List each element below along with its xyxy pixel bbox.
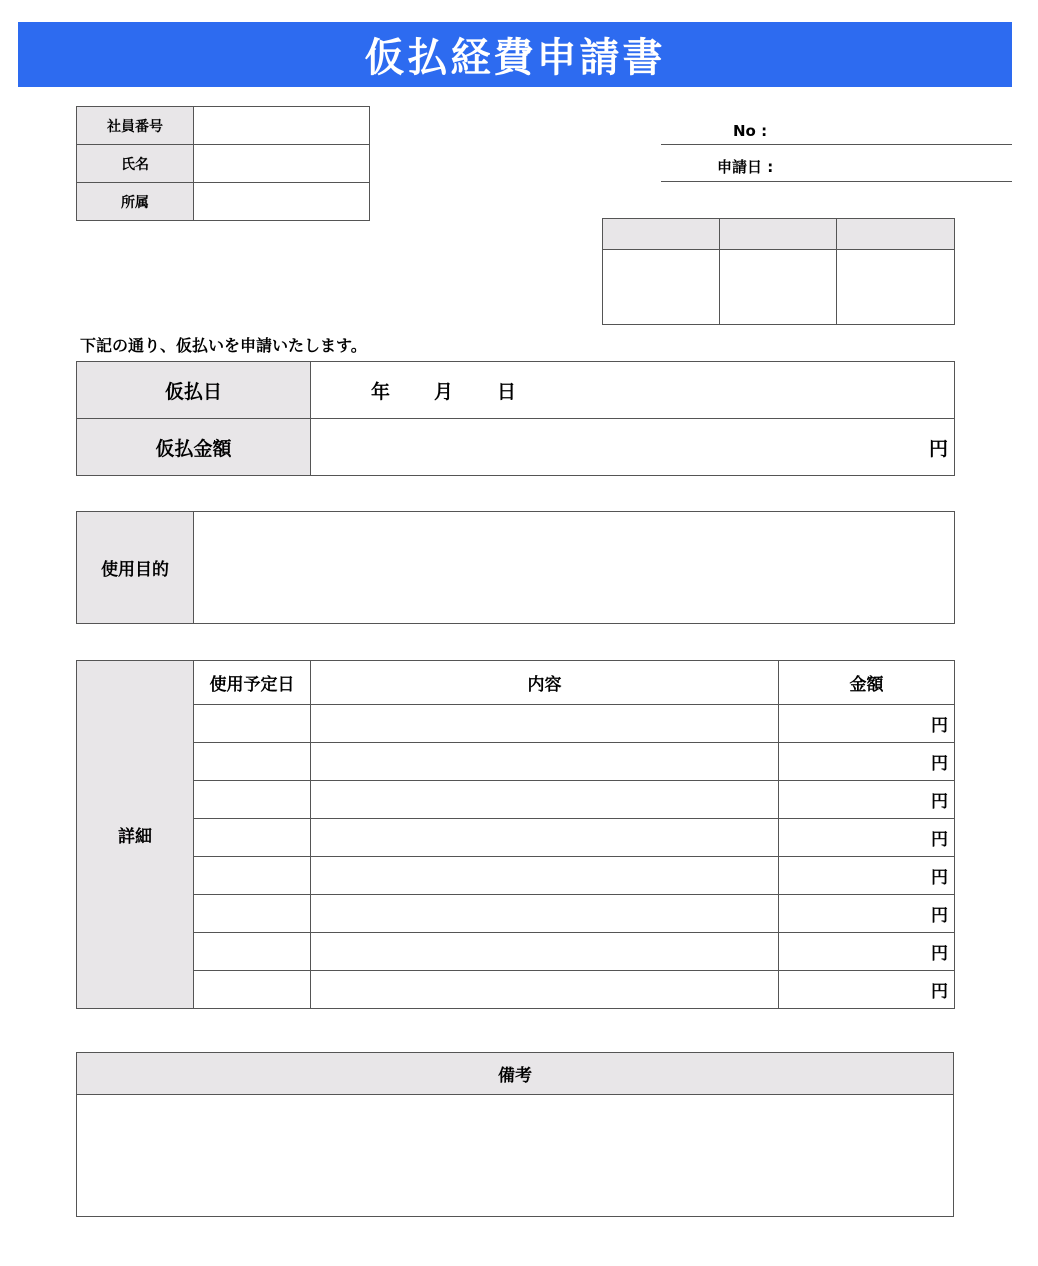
day-label: 日 [497, 380, 517, 403]
yen-unit: 円 [931, 906, 948, 926]
employee-info-table [76, 106, 370, 221]
detail-content-cell[interactable] [311, 857, 779, 895]
table-row [77, 705, 955, 743]
advance-amount-field[interactable] [311, 419, 955, 476]
yen-unit: 円 [931, 792, 948, 812]
stamp-box-2[interactable] [720, 250, 837, 325]
detail-amount-cell[interactable] [779, 971, 955, 1009]
notes-table [76, 1052, 954, 1217]
year-label: 年 [371, 380, 391, 403]
table-row [77, 933, 955, 971]
detail-date-cell[interactable] [194, 857, 311, 895]
detail-date-cell[interactable] [194, 933, 311, 971]
col-header-amount: 金額 [779, 661, 955, 705]
stamp-box-3[interactable] [837, 250, 955, 325]
detail-date-cell[interactable] [194, 819, 311, 857]
yen-unit: 円 [931, 754, 948, 774]
employee-name-label: 氏名 [77, 145, 194, 183]
approval-stamp-table [602, 218, 955, 325]
advance-date-label: 仮払日 [77, 362, 311, 419]
detail-amount-cell[interactable] [779, 857, 955, 895]
detail-date-cell[interactable] [194, 781, 311, 819]
details-section-label: 詳細 [77, 661, 194, 1009]
employee-id-field[interactable] [194, 107, 370, 145]
detail-content-cell[interactable] [311, 933, 779, 971]
table-row [77, 743, 955, 781]
application-date-label: 申請日 : [717, 158, 774, 176]
detail-content-cell[interactable] [311, 781, 779, 819]
employee-name-field[interactable] [194, 145, 370, 183]
department-label: 所属 [77, 183, 194, 221]
detail-content-cell[interactable] [311, 971, 779, 1009]
detail-content-cell[interactable] [311, 819, 779, 857]
yen-unit: 円 [928, 437, 948, 460]
table-row [77, 895, 955, 933]
document-number-label: No : [733, 122, 768, 140]
stamp-box-1[interactable] [603, 250, 720, 325]
col-header-date: 使用予定日 [194, 661, 311, 705]
stamp-header-1 [603, 219, 720, 250]
purpose-field[interactable] [194, 512, 955, 624]
notes-field[interactable] [77, 1095, 954, 1217]
detail-amount-cell[interactable] [779, 895, 955, 933]
table-row [77, 971, 955, 1009]
application-date-field[interactable] [661, 145, 1012, 182]
intro-text: 下記の通り、仮払いを申請いたします。 [80, 336, 367, 355]
purpose-label: 使用目的 [77, 512, 194, 624]
yen-unit: 円 [931, 716, 948, 736]
month-label: 月 [434, 380, 454, 403]
stamp-header-2 [720, 219, 837, 250]
advance-date-field[interactable] [311, 362, 955, 419]
detail-amount-cell[interactable] [779, 819, 955, 857]
employee-id-label: 社員番号 [77, 107, 194, 145]
table-row [77, 819, 955, 857]
detail-amount-cell[interactable] [779, 743, 955, 781]
yen-unit: 円 [931, 944, 948, 964]
detail-content-cell[interactable] [311, 895, 779, 933]
detail-amount-cell[interactable] [779, 933, 955, 971]
advance-amount-label: 仮払金額 [77, 419, 311, 476]
yen-unit: 円 [931, 982, 948, 1002]
title-bar [18, 22, 1012, 87]
detail-date-cell[interactable] [194, 895, 311, 933]
details-table [76, 660, 955, 1009]
purpose-table [76, 511, 955, 624]
notes-label: 備考 [77, 1053, 954, 1095]
table-row [77, 857, 955, 895]
table-row [77, 781, 955, 819]
yen-unit: 円 [931, 830, 948, 850]
advance-table [76, 361, 955, 476]
detail-content-cell[interactable] [311, 705, 779, 743]
detail-date-cell[interactable] [194, 743, 311, 781]
detail-date-cell[interactable] [194, 705, 311, 743]
document-number-field[interactable] [661, 106, 1012, 145]
stamp-header-3 [837, 219, 955, 250]
detail-amount-cell[interactable] [779, 705, 955, 743]
department-field[interactable] [194, 183, 370, 221]
col-header-content: 内容 [311, 661, 779, 705]
detail-amount-cell[interactable] [779, 781, 955, 819]
detail-content-cell[interactable] [311, 743, 779, 781]
detail-date-cell[interactable] [194, 971, 311, 1009]
yen-unit: 円 [931, 868, 948, 888]
page-title: 仮払経費申請書 [364, 35, 666, 81]
